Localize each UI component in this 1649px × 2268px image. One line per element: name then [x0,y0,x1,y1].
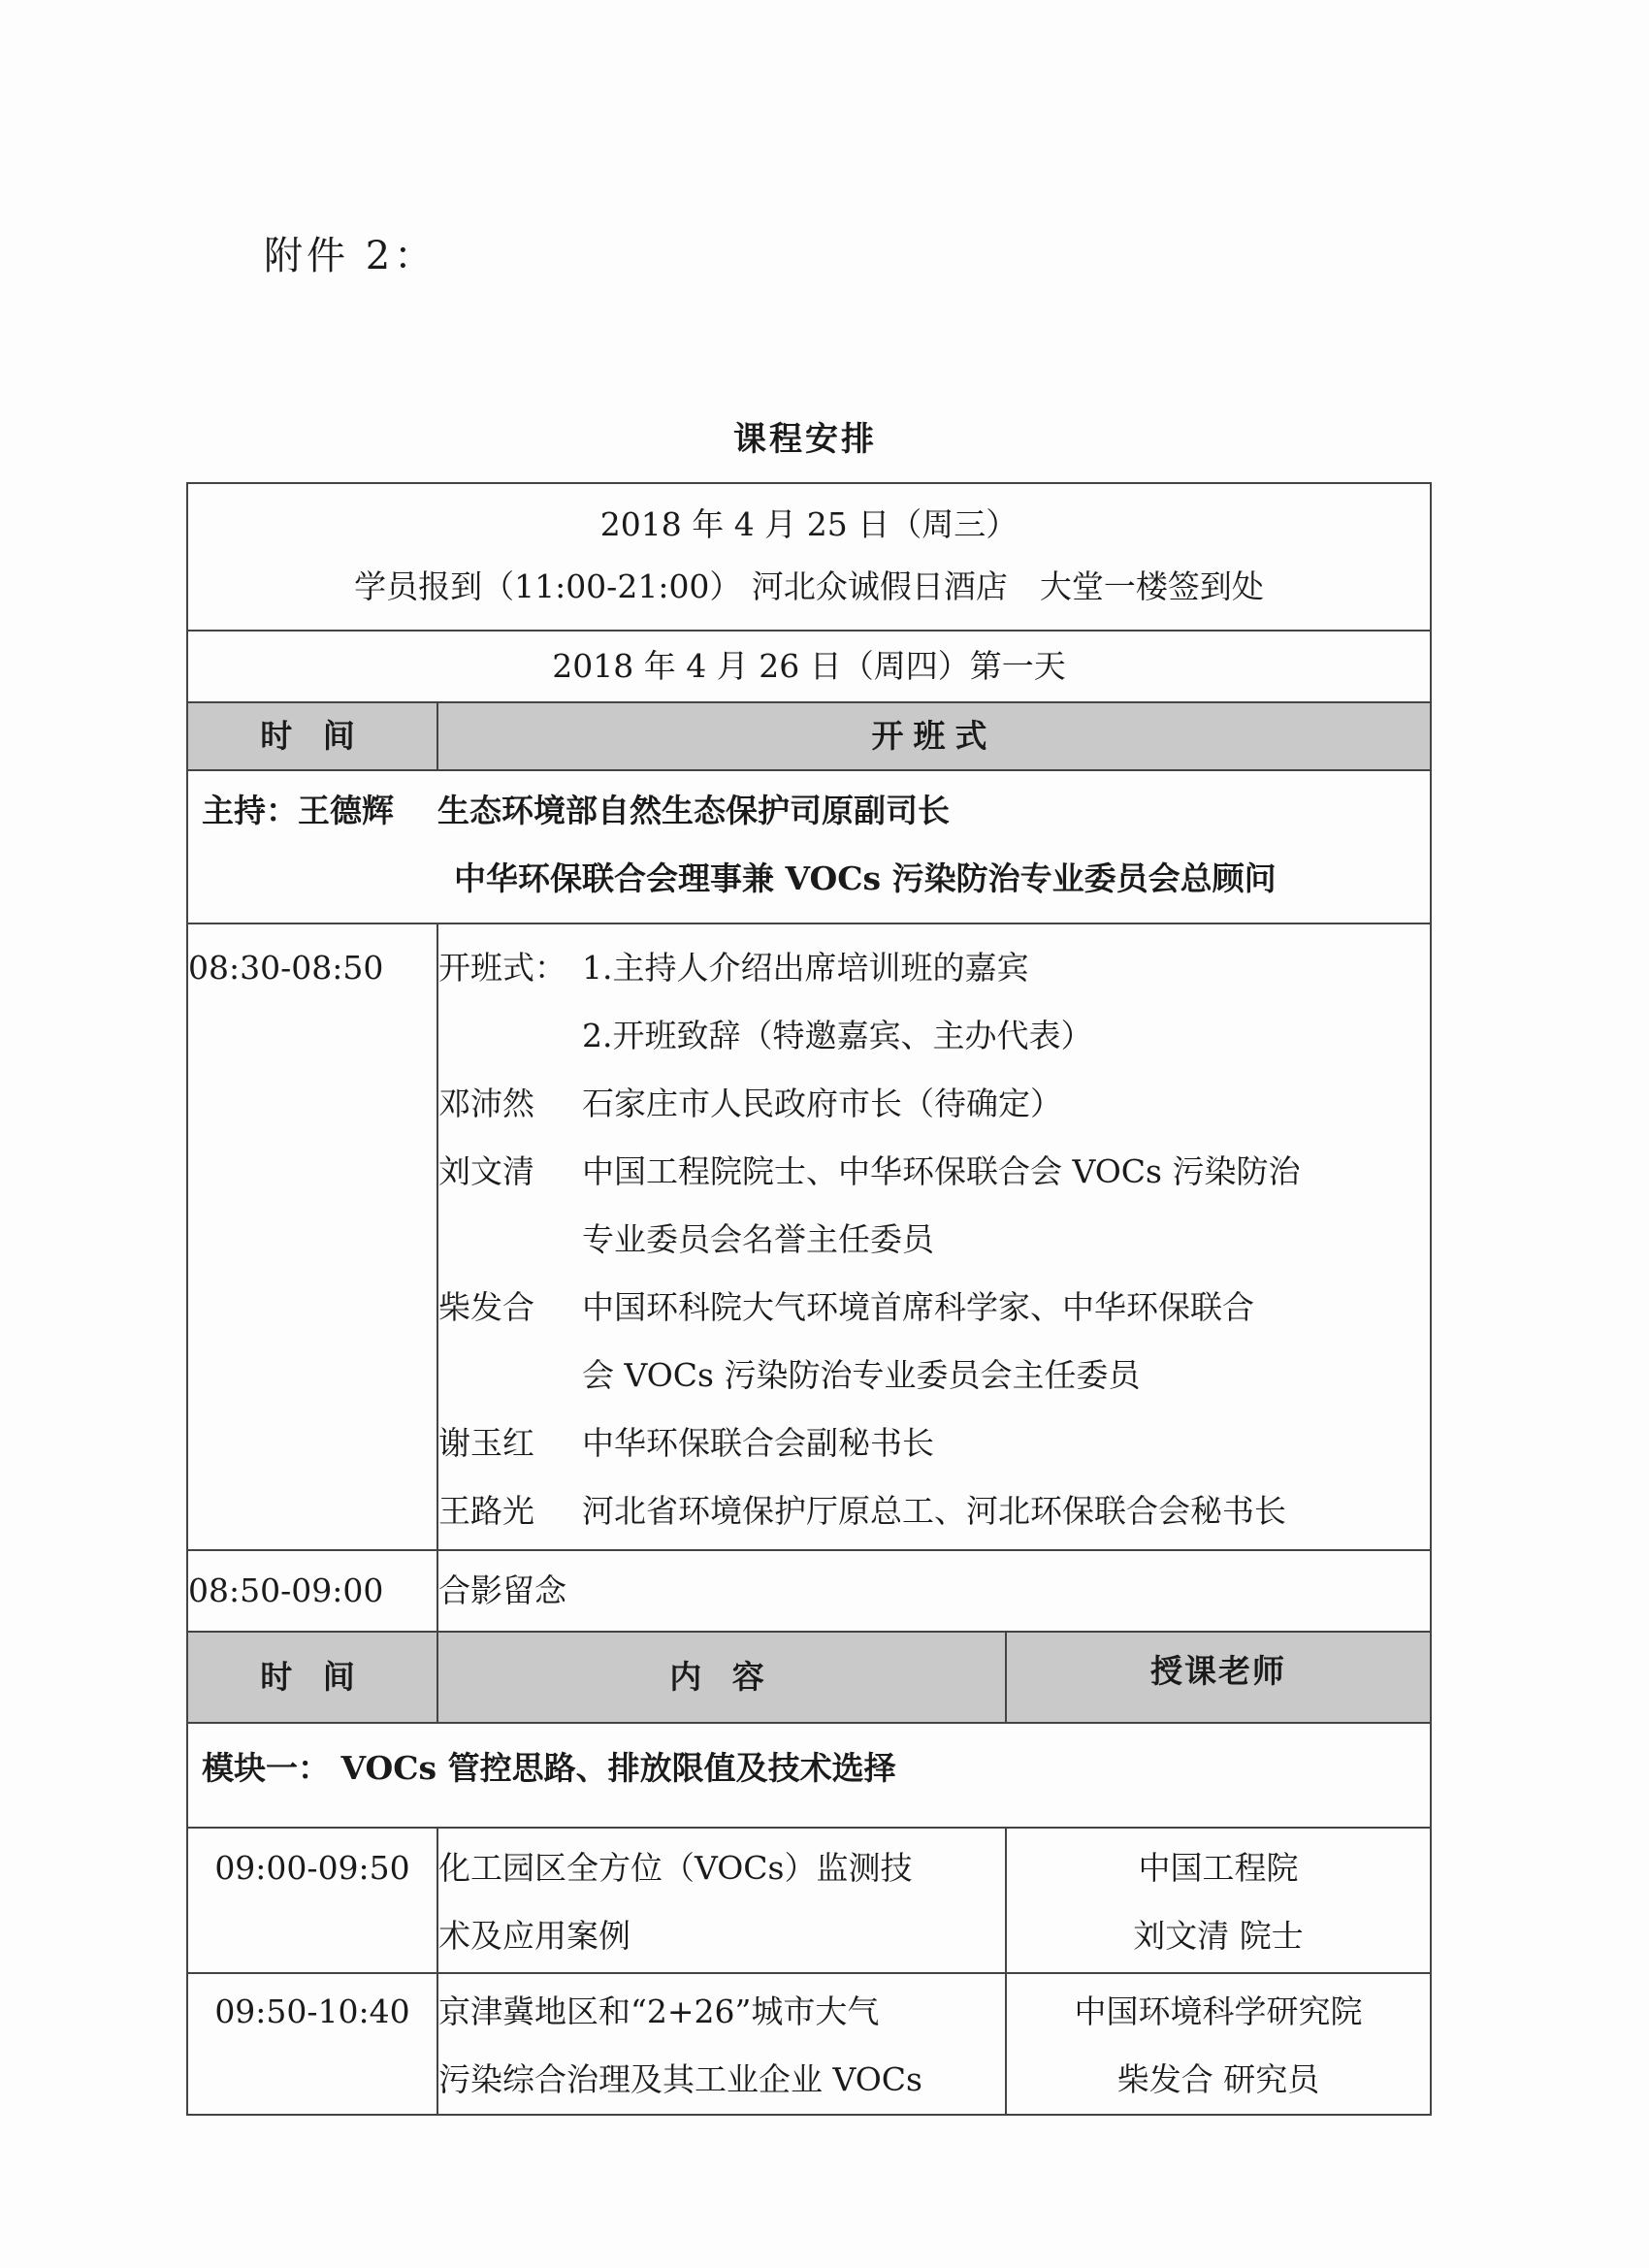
guest-name: 柴发合 [438,1288,534,1326]
host-title-2: 中华环保联合会理事兼 VOCs 污染防治专业委员会总顾问 [454,859,1277,897]
header-teacher: 授课老师 [1150,1652,1286,1690]
guest-row [438,1409,1430,1477]
teacher-org: 中国工程院 [1138,1849,1299,1887]
guest-name: 邓沛然 [438,1085,534,1122]
guest-name: 刘文清 [438,1152,534,1190]
day2-date: 2018 年 4 月 26 日（周四）第一天 [552,647,1066,685]
header-time: 时 间 [260,1658,365,1696]
opening-label: 开班式： [438,949,566,987]
session-time: 09:00-09:50 [214,1849,410,1887]
guest-row [438,1274,1430,1342]
guest-name: 谢玉红 [438,1424,534,1462]
host-row [187,770,1431,923]
session-row [187,1828,1431,1973]
document-title: 课程安排 [733,420,877,459]
teacher-org: 中国环境科学研究院 [1074,1993,1363,2030]
teacher-name: 刘文清 院士 [1133,1917,1304,1955]
session-time: 09:50-10:40 [214,1993,410,2030]
host-title-1: 生态环境部自然生态保护司原副司长 [437,792,950,829]
course-header-row [187,1632,1431,1723]
opening-ceremony-row [187,923,1431,1550]
photo-time: 08:50-09:00 [188,1571,384,1609]
guest-row [438,1477,1430,1545]
opening-item-2: 2.开班致辞（特邀嘉宾、主办代表） [582,1017,1093,1054]
header-content: 内 容 [669,1658,774,1696]
guest-row [438,1138,1430,1206]
header-time: 时 间 [260,717,365,755]
guest-desc: 中国环科院大气环境首席科学家、中华环保联合 [582,1288,1254,1326]
session-content-cont: 污染综合治理及其工业企业 VOCs [438,2060,922,2098]
header-opening: 开班式 [871,717,997,755]
photo-row [187,1550,1431,1632]
guest-desc-cont: 会 VOCs 污染防治专业委员会主任委员 [582,1356,1141,1394]
opening-time: 08:30-08:50 [188,949,384,987]
session-content: 化工园区全方位（VOCs）监测技 [438,1849,913,1887]
module-row [187,1723,1431,1828]
guest-desc: 河北省环境保护厅原总工、河北环保联合会秘书长 [582,1492,1286,1530]
host-label: 主持：王德辉 [202,792,394,829]
session-content-cont: 术及应用案例 [438,1917,630,1955]
guest-desc: 中华环保联合会副秘书长 [582,1424,934,1462]
guest-row [438,1070,1430,1138]
opening-item-1: 1.主持人介绍出席培训班的嘉宾 [582,949,1029,987]
guest-name: 王路光 [438,1492,534,1530]
module1-title: 模块一： VOCs 管控思路、排放限值及技术选择 [202,1749,896,1787]
day1-registration: 学员报到（11:00-21:00） 河北众诚假日酒店 大堂一楼签到处 [354,567,1264,605]
photo-content: 合影留念 [438,1571,566,1609]
day1-date: 2018 年 4 月 25 日（周三） [599,505,1018,543]
opening-header-row [187,702,1431,770]
session-content: 京津冀地区和“2+26”城市大气 [438,1993,880,2030]
guest-desc: 石家庄市人民政府市长（待确定） [582,1085,1062,1122]
day2-row [187,631,1431,702]
guest-desc-cont: 专业委员会名誉主任委员 [582,1220,934,1258]
teacher-name: 柴发合 研究员 [1116,2060,1320,2098]
day1-row [187,483,1431,631]
schedule-table [186,482,1432,2116]
guest-desc: 中国工程院院士、中华环保联合会 VOCs 污染防治 [582,1152,1301,1190]
attachment-label: 附件 2： [264,234,437,278]
session-row [187,1973,1431,2115]
